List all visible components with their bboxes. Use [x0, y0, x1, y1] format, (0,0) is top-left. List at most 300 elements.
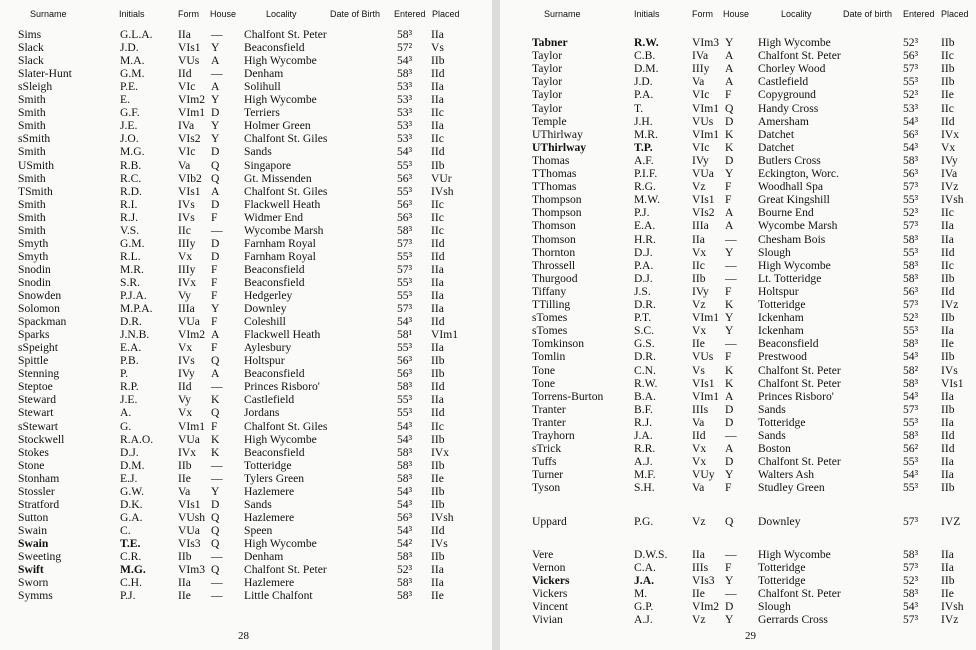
- locality-cell: Princes Risboro': [244, 380, 320, 394]
- initials-cell: P.B.: [120, 354, 139, 368]
- form-cell: IId: [692, 429, 706, 442]
- placed-cell: IIb: [431, 367, 445, 381]
- placed-cell: IId: [431, 523, 445, 537]
- form-cell: IVa: [178, 119, 195, 133]
- locality-cell: Holtspur: [758, 284, 799, 298]
- register-row: [0, 524, 492, 537]
- placed-cell: IId: [431, 380, 445, 394]
- initials-cell: E.A.: [120, 341, 142, 355]
- placed-cell: VIm1: [431, 328, 459, 342]
- register-row: [0, 93, 492, 106]
- locality-cell: Datchet: [758, 140, 795, 154]
- entered-cell: 58³: [397, 445, 413, 459]
- placed-cell: IId: [431, 145, 445, 159]
- surname-cell: Taylor: [532, 101, 563, 115]
- surname-cell: Thompson: [532, 193, 582, 207]
- house-cell: A: [725, 389, 734, 403]
- house-cell: Q: [211, 563, 220, 577]
- placed-cell: IIa: [431, 93, 444, 107]
- form-cell: IVx: [178, 445, 197, 459]
- house-cell: Y: [725, 167, 734, 180]
- locality-cell: Holtspur: [244, 354, 285, 368]
- locality-cell: Copyground: [758, 88, 816, 102]
- surname-cell: Stockwell: [18, 432, 65, 446]
- surname-cell: Stone: [18, 458, 45, 472]
- house-cell: —: [725, 271, 737, 285]
- house-cell: F: [211, 419, 218, 433]
- surname-cell: Smith: [18, 119, 46, 133]
- entered-cell: 58³: [903, 337, 919, 351]
- form-cell: VIm3: [692, 36, 720, 49]
- entered-cell: 58³: [397, 380, 413, 394]
- surname-cell: Smyth: [18, 236, 49, 250]
- entered-cell: 55³: [397, 341, 413, 355]
- entered-cell: 57³: [903, 402, 919, 416]
- house-cell: Y: [725, 245, 734, 259]
- house-cell: A: [211, 184, 220, 198]
- header-surname: Surname: [544, 9, 581, 19]
- register-row: [500, 49, 976, 62]
- initials-cell: M.A.: [120, 54, 145, 68]
- form-cell: IIIy: [178, 236, 196, 250]
- locality-cell: Solihull: [244, 80, 281, 94]
- placed-cell: IIb: [941, 481, 955, 495]
- initials-cell: M.R.: [634, 127, 658, 141]
- initials-cell: J.D.: [634, 75, 653, 89]
- initials-cell: S.R.: [120, 275, 140, 289]
- locality-cell: High Wycombe: [758, 36, 831, 49]
- register-row: [500, 298, 976, 311]
- form-cell: VIm2: [178, 93, 206, 107]
- register-row: [500, 259, 976, 272]
- placed-cell: IIa: [941, 389, 954, 403]
- house-cell: —: [725, 586, 737, 600]
- entered-cell: 58³: [397, 223, 413, 237]
- form-cell: IVs: [178, 197, 195, 211]
- placed-cell: IVsh: [941, 193, 964, 207]
- surname-cell: Stossler: [18, 484, 55, 498]
- entered-cell: 55³: [903, 324, 919, 338]
- house-cell: D: [211, 106, 220, 120]
- register-row: [500, 515, 976, 528]
- form-cell: IVa: [692, 49, 709, 63]
- initials-cell: D.R.: [634, 350, 656, 364]
- house-cell: Y: [725, 311, 734, 325]
- placed-cell: IId: [431, 406, 445, 420]
- form-cell: VIm1: [692, 311, 720, 325]
- register-row: [500, 481, 976, 494]
- locality-cell: Ickenham: [758, 324, 804, 338]
- register-row: [0, 185, 492, 198]
- initials-cell: G.W.: [120, 484, 145, 498]
- initials-cell: M.W.: [634, 193, 660, 207]
- register-row: [0, 119, 492, 132]
- surname-cell: Swain: [18, 536, 49, 550]
- locality-cell: Beaconsfield: [244, 275, 305, 289]
- house-cell: K: [725, 376, 734, 390]
- placed-cell: IId: [941, 284, 955, 298]
- house-cell: —: [211, 223, 223, 237]
- entered-cell: 58³: [903, 547, 919, 561]
- entered-cell: 55³: [903, 75, 919, 89]
- house-cell: Q: [725, 101, 734, 115]
- surname-cell: Steward: [18, 393, 56, 407]
- placed-cell: IVa: [941, 167, 958, 180]
- entered-cell: 54³: [903, 389, 919, 403]
- entered-cell: 56³: [397, 510, 413, 524]
- surname-cell: Temple: [532, 114, 567, 128]
- register-row: [0, 367, 492, 380]
- placed-cell: IIb: [941, 350, 955, 364]
- entered-cell: 58³: [397, 67, 413, 81]
- entered-cell: 58³: [397, 576, 413, 590]
- placed-cell: VUr: [431, 171, 452, 185]
- locality-cell: Lt. Totteridge: [758, 271, 822, 285]
- locality-cell: Prestwood: [758, 350, 807, 364]
- form-cell: IVs: [178, 354, 195, 368]
- placed-cell: IId: [431, 249, 445, 263]
- header-initials: Initials: [634, 9, 660, 19]
- surname-cell: Sims: [18, 28, 42, 41]
- house-cell: —: [211, 550, 223, 563]
- initials-cell: R.J.: [120, 210, 139, 224]
- placed-cell: IIb: [431, 484, 445, 498]
- surname-cell: Stokes: [18, 445, 49, 459]
- house-cell: Q: [211, 354, 220, 368]
- locality-cell: Great Kingshill: [758, 193, 830, 207]
- locality-cell: Denham: [244, 550, 284, 563]
- placed-cell: IIe: [431, 471, 444, 485]
- register-row: [500, 272, 976, 285]
- house-cell: Q: [211, 523, 220, 537]
- entered-cell: 56³: [397, 210, 413, 224]
- register-row: [0, 341, 492, 354]
- placed-cell: IIb: [431, 54, 445, 68]
- surname-cell: Stenning: [18, 367, 60, 381]
- register-row: [0, 67, 492, 80]
- placed-cell: IId: [941, 442, 955, 456]
- entered-cell: 58³: [397, 28, 413, 41]
- entered-cell: 55³: [397, 158, 413, 172]
- surname-cell: sStewart: [18, 419, 58, 433]
- initials-cell: R.G.: [634, 180, 656, 194]
- initials-cell: P.: [120, 367, 129, 381]
- placed-cell: IVx: [941, 127, 960, 141]
- initials-cell: D.M.: [634, 62, 659, 76]
- placed-cell: IIa: [941, 468, 954, 482]
- initials-cell: B.A.: [634, 389, 656, 403]
- locality-cell: Flackwell Heath: [244, 197, 321, 211]
- form-cell: VIm3: [178, 563, 206, 577]
- house-cell: Y: [211, 302, 220, 316]
- entered-cell: 58²: [903, 363, 919, 377]
- placed-cell: IIa: [941, 547, 954, 561]
- entered-cell: 57³: [903, 180, 919, 194]
- locality-cell: Chalfont St. Peter: [758, 376, 841, 390]
- house-cell: Q: [211, 510, 220, 524]
- initials-cell: T.: [634, 101, 644, 115]
- form-cell: IIe: [692, 337, 705, 351]
- register-row: [0, 28, 492, 41]
- initials-cell: C.H.: [120, 576, 142, 590]
- house-cell: —: [211, 471, 223, 485]
- register-row: [0, 472, 492, 485]
- form-cell: VIs1: [692, 376, 715, 390]
- house-cell: F: [725, 560, 732, 574]
- register-row: [500, 350, 976, 363]
- locality-cell: Little Chalfont: [244, 589, 313, 603]
- register-row: [0, 198, 492, 211]
- locality-cell: Sands: [758, 429, 786, 442]
- house-cell: —: [725, 547, 737, 561]
- placed-cell: IIb: [431, 354, 445, 368]
- house-cell: —: [725, 337, 737, 351]
- surname-cell: Vernon: [532, 560, 566, 574]
- house-cell: D: [725, 415, 734, 429]
- surname-cell: Spackman: [18, 315, 67, 329]
- surname-cell: Thomas: [532, 153, 570, 167]
- house-cell: K: [725, 127, 734, 141]
- surname-cell: Taylor: [532, 88, 563, 102]
- placed-cell: IId: [431, 236, 445, 250]
- locality-cell: Widmer End: [244, 210, 304, 224]
- placed-cell: IVz: [941, 613, 959, 627]
- entered-cell: 57³: [903, 560, 919, 574]
- initials-cell: M.G.: [120, 145, 145, 159]
- initials-cell: P.A.: [634, 258, 654, 272]
- surname-cell: Sweeting: [18, 550, 62, 563]
- form-cell: IId: [178, 380, 192, 394]
- house-cell: K: [725, 140, 734, 154]
- form-cell: VUa: [178, 432, 200, 446]
- surname-cell: Smyth: [18, 249, 49, 263]
- house-cell: D: [211, 249, 220, 263]
- surname-cell: Sworn: [18, 576, 49, 590]
- header-house: House: [210, 9, 237, 19]
- register-row: [0, 302, 492, 315]
- surname-cell: Snodin: [18, 275, 51, 289]
- entered-cell: 54³: [903, 468, 919, 482]
- house-cell: A: [211, 80, 220, 94]
- surname-cell: Vivian: [532, 613, 563, 627]
- house-cell: A: [725, 49, 734, 63]
- surname-cell: Smith: [18, 93, 46, 107]
- form-cell: Vs: [692, 363, 705, 377]
- initials-cell: D.M.: [120, 458, 145, 472]
- locality-cell: Aylesbury: [244, 341, 292, 355]
- placed-cell: IIa: [431, 119, 444, 133]
- initials-cell: E.: [120, 93, 130, 107]
- register-row: [0, 433, 492, 446]
- register-row: [0, 263, 492, 276]
- form-cell: VUs: [692, 350, 714, 364]
- form-cell: Va: [692, 75, 705, 89]
- surname-cell: Smith: [18, 223, 46, 237]
- locality-cell: Chalfont St. Giles: [244, 419, 328, 433]
- initials-cell: G.M.: [120, 236, 145, 250]
- initials-cell: R.D.: [120, 184, 142, 198]
- register-row: [0, 159, 492, 172]
- surname-cell: Throssell: [532, 258, 576, 272]
- placed-cell: IVy: [941, 153, 958, 167]
- initials-cell: D.J.: [634, 245, 653, 259]
- initials-cell: M.: [634, 586, 648, 600]
- placed-cell: IIa: [431, 563, 444, 577]
- register-row: [500, 311, 976, 324]
- surname-cell: Snowden: [18, 289, 62, 302]
- surname-cell: Sparks: [18, 328, 50, 342]
- form-cell: Vz: [692, 613, 706, 627]
- surname-cell: Stewart: [18, 406, 54, 420]
- initials-cell: V.S.: [120, 223, 140, 237]
- form-cell: VUsh: [178, 510, 206, 524]
- locality-cell: Totteridge: [244, 458, 292, 472]
- entered-cell: 58³: [397, 589, 413, 603]
- house-cell: F: [725, 193, 732, 207]
- register-row: [500, 364, 976, 377]
- placed-cell: IIa: [431, 275, 444, 289]
- placed-cell: IIc: [431, 223, 444, 237]
- placed-cell: IIa: [941, 560, 954, 574]
- surname-cell: Symms: [18, 589, 53, 603]
- house-cell: —: [211, 380, 223, 394]
- register-row: [0, 328, 492, 341]
- house-cell: Y: [211, 41, 220, 55]
- placed-cell: IId: [941, 429, 955, 442]
- initials-cell: T.E.: [120, 536, 141, 550]
- form-cell: VUs: [692, 114, 714, 128]
- entered-cell: 56³: [903, 284, 919, 298]
- register-row: [500, 219, 976, 232]
- initials-cell: R.A.O.: [120, 432, 154, 446]
- initials-cell: G.M.: [120, 67, 145, 81]
- placed-cell: IVz: [941, 180, 959, 194]
- form-cell: Va: [692, 481, 705, 495]
- surname-cell: Trayhorn: [532, 429, 575, 442]
- register-row: [500, 613, 976, 626]
- form-cell: Va: [178, 484, 191, 498]
- locality-cell: High Wycombe: [244, 432, 317, 446]
- form-cell: Vz: [692, 514, 706, 528]
- house-cell: K: [211, 432, 220, 446]
- locality-cell: Princes Risboro': [758, 389, 834, 403]
- form-cell: IIe: [178, 589, 191, 603]
- register-row: [500, 180, 976, 193]
- locality-cell: Datchet: [758, 127, 795, 141]
- entered-cell: 55³: [397, 249, 413, 263]
- register-row: [500, 141, 976, 154]
- initials-cell: C.N.: [634, 363, 656, 377]
- initials-cell: G.S.: [634, 337, 655, 351]
- locality-cell: Beaconsfield: [244, 262, 305, 276]
- locality-cell: Hazlemere: [244, 484, 295, 498]
- form-cell: VUa: [178, 523, 200, 537]
- register-row: [500, 285, 976, 298]
- header-form: Form: [178, 9, 199, 19]
- placed-cell: IIa: [431, 341, 444, 355]
- locality-cell: Slough: [758, 245, 791, 259]
- entered-cell: 56³: [903, 167, 919, 180]
- initials-cell: P.J.: [634, 206, 650, 220]
- placed-cell: IVs: [431, 536, 448, 550]
- locality-cell: Holmer Green: [244, 119, 311, 133]
- entered-cell: 56²: [903, 442, 919, 456]
- entered-cell: 58³: [903, 258, 919, 272]
- register-row: [0, 315, 492, 328]
- register-row: [0, 80, 492, 93]
- placed-cell: IIb: [431, 432, 445, 446]
- register-row: [0, 289, 492, 302]
- form-cell: VIs1: [178, 41, 201, 55]
- form-cell: IIe: [692, 586, 705, 600]
- house-cell: F: [725, 481, 732, 495]
- initials-cell: M.G.: [120, 563, 146, 577]
- house-cell: F: [725, 350, 732, 364]
- entered-cell: 57³: [903, 514, 919, 528]
- form-cell: IVs: [178, 210, 195, 224]
- initials-cell: R.J.: [634, 415, 653, 429]
- house-cell: Y: [211, 484, 220, 498]
- register-row: [0, 511, 492, 524]
- entered-cell: 55³: [397, 184, 413, 198]
- surname-cell: Taylor: [532, 49, 563, 63]
- form-cell: IId: [178, 67, 192, 81]
- entered-cell: 54³: [903, 350, 919, 364]
- entered-cell: 58³: [397, 471, 413, 485]
- header-house: House: [723, 9, 750, 19]
- locality-cell: Terriers: [244, 106, 280, 120]
- placed-cell: IVs: [941, 363, 958, 377]
- surname-cell: Smith: [18, 145, 46, 159]
- form-cell: VIs2: [178, 132, 201, 146]
- placed-cell: IIc: [941, 101, 954, 115]
- locality-cell: High Wycombe: [758, 258, 831, 272]
- locality-cell: High Wycombe: [244, 536, 317, 550]
- locality-cell: Amersham: [758, 114, 809, 128]
- entered-cell: 56³: [397, 197, 413, 211]
- form-cell: Vz: [692, 180, 706, 194]
- initials-cell: E.J.: [120, 471, 138, 485]
- placed-cell: IIc: [941, 258, 954, 272]
- register-row: [0, 485, 492, 498]
- initials-cell: D.R.: [120, 315, 142, 329]
- placed-cell: IIb: [431, 550, 445, 563]
- placed-cell: IIa: [431, 576, 444, 590]
- column-headers: [0, 9, 492, 23]
- locality-cell: Castlefield: [244, 393, 295, 407]
- house-cell: D: [725, 153, 734, 167]
- surname-cell: sSleigh: [18, 80, 53, 94]
- surname-cell: Thurgood: [532, 271, 578, 285]
- register-row: [500, 246, 976, 259]
- header-entered: Entered: [903, 9, 935, 19]
- initials-cell: R.R.: [634, 442, 656, 456]
- placed-cell: IVsh: [431, 510, 454, 524]
- register-row: [500, 233, 976, 246]
- placed-cell: IIa: [431, 302, 444, 316]
- placed-cell: IIb: [431, 458, 445, 472]
- surname-cell: Thompson: [532, 206, 582, 220]
- register-row: [0, 354, 492, 367]
- placed-cell: IIa: [431, 289, 444, 302]
- initials-cell: J.E.: [120, 393, 138, 407]
- register-row: [500, 193, 976, 206]
- surname-cell: Slack: [18, 54, 44, 68]
- surname-cell: sTrick: [532, 442, 562, 456]
- placed-cell: IIe: [431, 589, 444, 603]
- placed-cell: IIa: [431, 393, 444, 407]
- form-cell: VIc: [692, 88, 710, 102]
